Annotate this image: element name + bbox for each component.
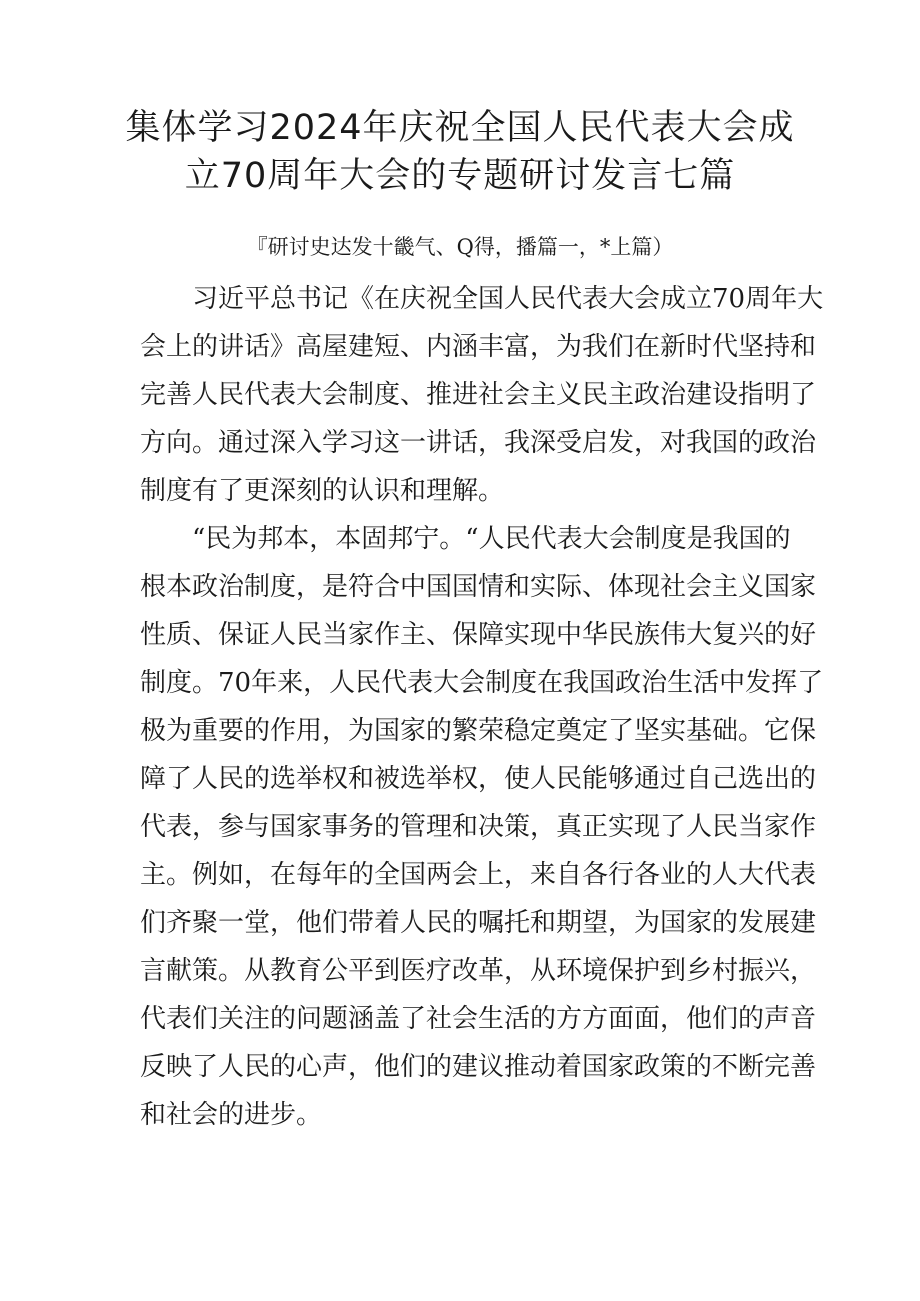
title-line-2: 立70周年大会的专题研讨发言七篇 [184, 156, 736, 196]
document-title [100, 104, 820, 200]
paragraph-line: 极为重要的作用，为国家的繁荣稳定奠定了坚实基础。它保 [140, 716, 817, 746]
paragraph-line: 制度有了更深刻的认识和理解。 [140, 476, 505, 506]
paragraph-line: 根本政治制度，是符合中国国情和实际、体现社会主义国家 [140, 572, 817, 602]
document-body [140, 275, 824, 1139]
document-subtitle: 『研讨史达发十畿气、Q得，播篇一，*上篇） [246, 235, 674, 259]
paragraph-line: 们齐聚一堂，他们带着人民的嘱托和期望，为国家的发展建 [140, 908, 817, 938]
paragraph-line: 和社会的进步。 [140, 1100, 323, 1130]
paragraph-line: 言献策。从教育公平到医疗改革，从环境保护到乡村振兴， [140, 956, 817, 986]
paragraph-line: 代表们关注的问题涵盖了社会生活的方方面面，他们的声音 [140, 1004, 817, 1034]
paragraph-line: 制度。70年来，人民代表大会制度在我国政治生活中发挥了 [140, 668, 824, 698]
paragraph-line: “民为邦本，本固邦宁。“人民代表大会制度是我国的 [192, 524, 791, 554]
paragraph-line: 反映了人民的心声，他们的建议推动着国家政策的不断完善 [140, 1052, 817, 1082]
paragraph-line: 方向。通过深入学习这一讲话，我深受启发，对我国的政治 [140, 428, 817, 458]
paragraph-1 [140, 275, 824, 515]
paragraph-line: 完善人民代表大会制度、推进社会主义民主政治建设指明了 [140, 380, 817, 410]
paragraph-2 [140, 515, 824, 1139]
paragraph-line: 会上的讲话》高屋建短、内涵丰富，为我们在新时代坚持和 [140, 332, 817, 362]
paragraph-line: 障了人民的选举权和被选举权，使人民能够通过自己选出的 [140, 764, 817, 794]
paragraph-line: 习近平总书记《在庆祝全国人民代表大会成立70周年大 [192, 284, 824, 314]
paragraph-line: 主。例如，在每年的全国两会上，来自各行各业的人大代表 [140, 860, 817, 890]
paragraph-line: 代表，参与国家事务的管理和决策，真正实现了人民当家作 [140, 812, 817, 842]
paragraph-line: 性质、保证人民当家作主、保障实现中华民族伟大复兴的好 [140, 620, 817, 650]
title-line-1: 集体学习2024年庆祝全国人民代表大会成 [125, 108, 795, 148]
